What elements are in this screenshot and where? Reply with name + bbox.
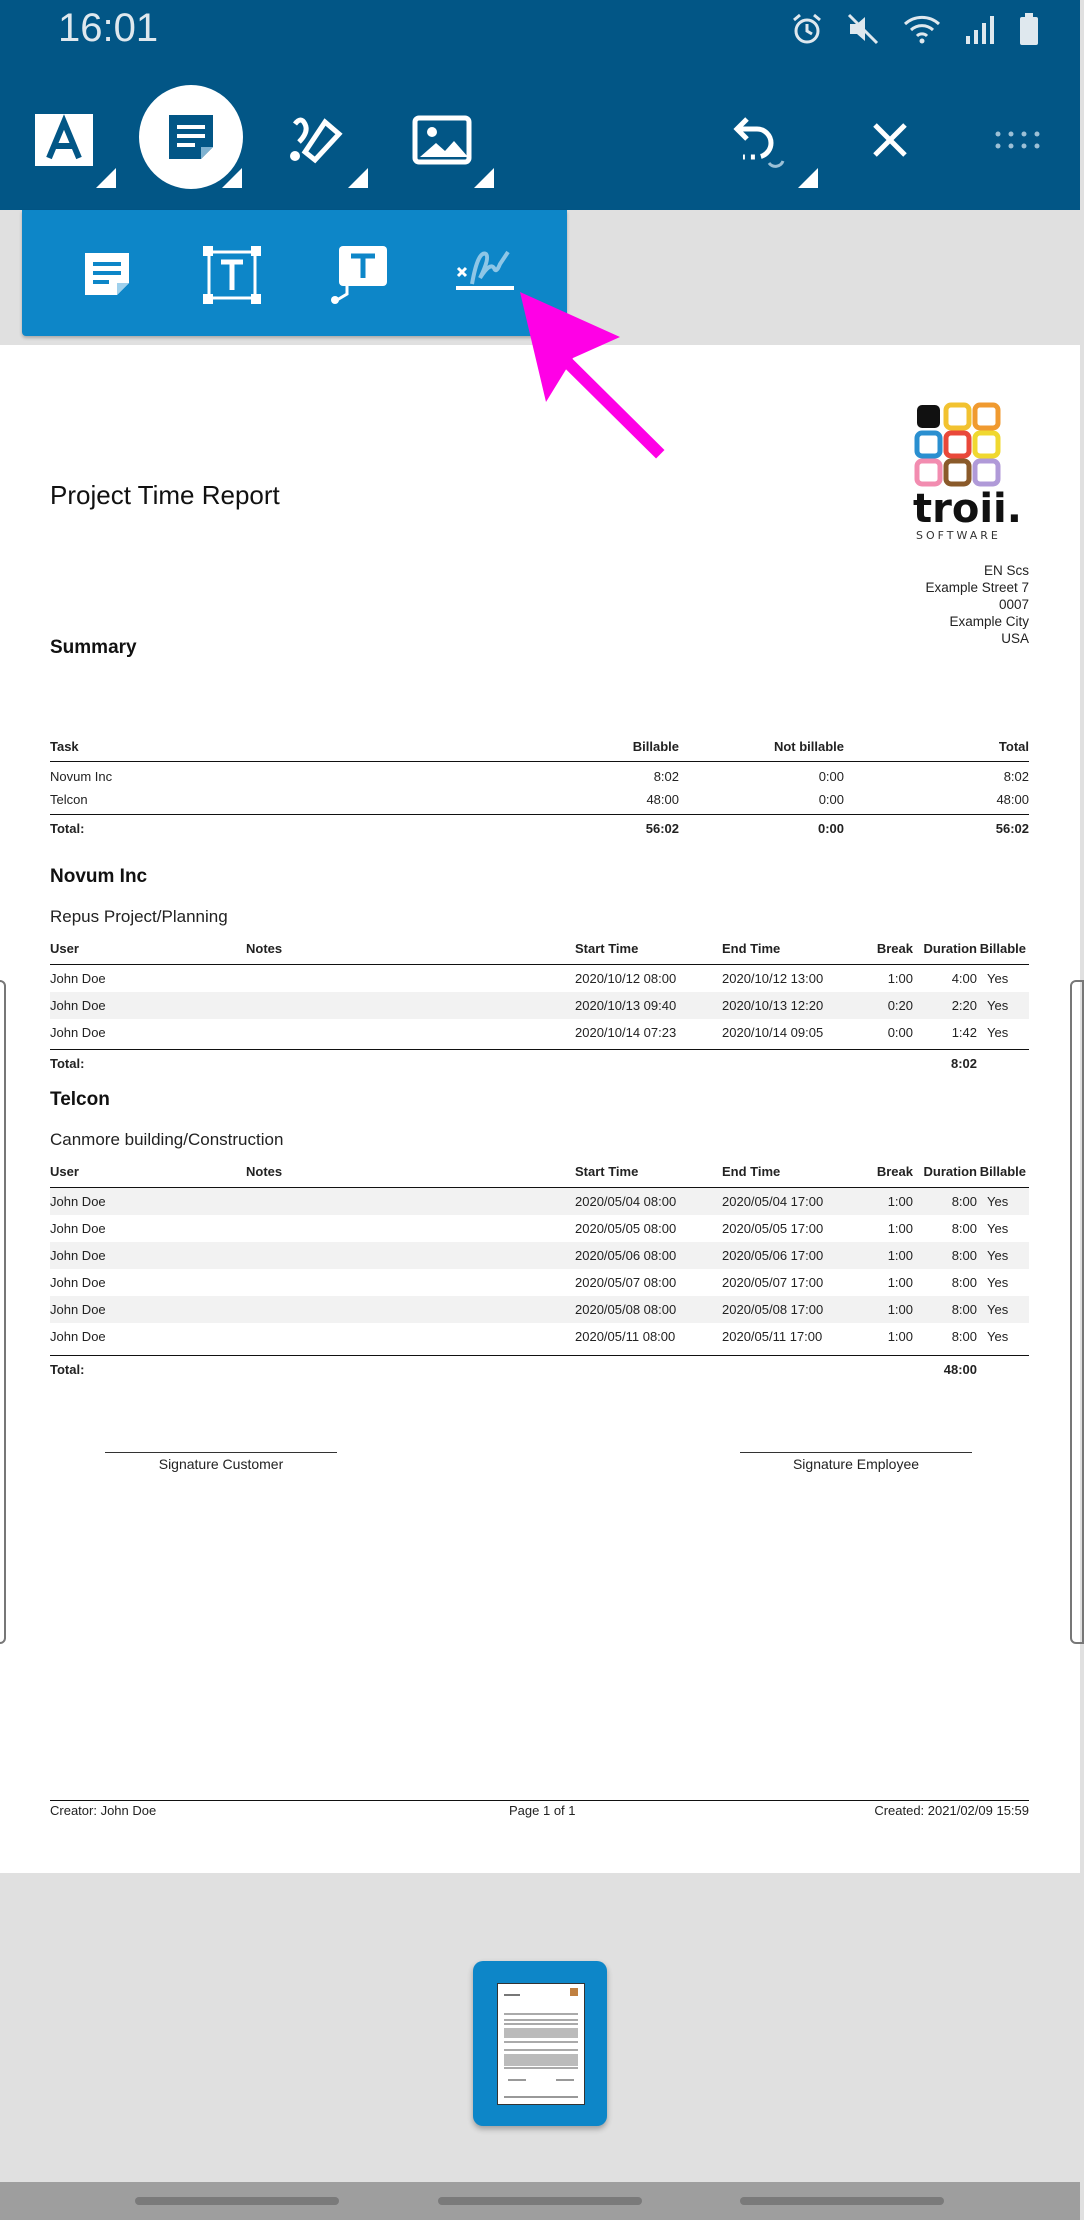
total-label: Total:	[50, 1362, 85, 1377]
cell-billable: Yes	[987, 1248, 1009, 1263]
col-user: User	[50, 1164, 79, 1179]
pointer-arrow-icon	[0, 0, 1080, 480]
cell-billable: Yes	[987, 1221, 1009, 1236]
signature-employee-label: Signature Employee	[792, 1456, 920, 1472]
cell-duration: 2:20	[951, 998, 977, 1013]
project-heading: Canmore building/Construction	[50, 1130, 284, 1149]
cell-user: John Doe	[50, 1329, 106, 1344]
cell-billable: Yes	[987, 971, 1009, 986]
col-break: Break	[876, 1164, 913, 1179]
cell-billable: Yes	[987, 998, 1009, 1013]
cell-start: 2020/05/11 08:00	[575, 1329, 676, 1344]
company-address	[925, 562, 1029, 647]
cell-total: 48:00	[996, 792, 1029, 807]
cell-end: 2020/05/11 17:00	[722, 1329, 823, 1344]
cell-end: 2020/05/07 17:00	[722, 1275, 824, 1290]
page-edge-right	[1070, 980, 1084, 1644]
time-entries-table	[50, 937, 1029, 1072]
footer-creator: Creator: John Doe	[50, 1803, 157, 1818]
cell-billable: Yes	[987, 1194, 1009, 1209]
cell-break: 1:00	[887, 1329, 913, 1344]
cell-not-billable: 0:00	[818, 792, 844, 807]
footer-created: Created: 2021/02/09 15:59	[874, 1803, 1029, 1818]
cell-end: 2020/10/12 13:00	[722, 971, 824, 986]
status-time: 16:01	[58, 6, 159, 50]
cell-break: 0:00	[887, 1025, 913, 1040]
total-duration: 8:02	[950, 1056, 977, 1071]
total-billable: 56:02	[645, 821, 679, 836]
col-duration: Duration	[923, 1164, 977, 1179]
cell-task: Novum Inc	[50, 769, 113, 784]
document-title: Project Time Report	[50, 480, 280, 510]
col-billable: Billable	[979, 1164, 1026, 1179]
col-break: Break	[876, 941, 913, 956]
cell-duration: 4:00	[951, 971, 977, 986]
table-row	[50, 965, 1029, 992]
cell-billable: Yes	[987, 1302, 1009, 1317]
nav-back-button[interactable]	[740, 2197, 944, 2205]
nav-recents-button[interactable]	[135, 2197, 339, 2205]
table-row	[50, 1188, 1029, 1215]
cell-user: John Doe	[50, 1275, 106, 1290]
table-row	[50, 1215, 1029, 1242]
summary-table	[50, 735, 1029, 845]
cell-start: 2020/05/06 08:00	[575, 1248, 677, 1263]
address-line: Example Street 7	[925, 580, 1029, 595]
system-nav-bar	[0, 2182, 1080, 2220]
cell-duration: 8:00	[951, 1221, 977, 1236]
cell-billable: 8:02	[653, 769, 679, 784]
col-billable: Billable	[979, 941, 1026, 956]
col-start: Start Time	[575, 1164, 639, 1179]
cell-end: 2020/10/13 12:20	[722, 998, 824, 1013]
time-entries-table	[50, 1160, 1029, 1380]
cell-start: 2020/05/04 08:00	[575, 1194, 677, 1209]
cell-break: 1:00	[887, 971, 913, 986]
footer-divider	[50, 1800, 1029, 1801]
logo-sub: SOFTWARE	[916, 529, 1001, 542]
cell-start: 2020/10/14 07:23	[575, 1025, 677, 1040]
cell-not-billable: 0:00	[818, 769, 844, 784]
address-line: Example City	[949, 614, 1029, 629]
cell-break: 0:20	[887, 998, 913, 1013]
total-duration: 48:00	[943, 1362, 977, 1377]
company-heading: Novum Inc	[50, 866, 148, 887]
col-billable: Billable	[632, 739, 679, 754]
page-thumbnail-preview	[497, 1983, 585, 2105]
table-header-row	[50, 937, 1029, 964]
table-row	[50, 1019, 1029, 1046]
cell-user: John Doe	[50, 998, 106, 1013]
cell-duration: 8:00	[951, 1194, 977, 1209]
col-notes: Notes	[246, 941, 283, 956]
cell-billable: 48:00	[646, 792, 679, 807]
table-row	[50, 1323, 1029, 1350]
col-start: Start Time	[575, 941, 639, 956]
address-line: EN Scs	[983, 563, 1029, 578]
cell-user: John Doe	[50, 1302, 106, 1317]
cell-duration: 8:00	[951, 1329, 977, 1344]
total-total: 56:02	[995, 821, 1029, 836]
thumbnail-doc-icon	[498, 1984, 584, 2104]
cell-start: 2020/10/12 08:00	[575, 971, 677, 986]
cell-total: 8:02	[1003, 769, 1029, 784]
project-heading: Repus Project/Planning	[50, 907, 228, 926]
cell-duration: 8:00	[951, 1275, 977, 1290]
cell-duration: 8:00	[951, 1248, 977, 1263]
section-total-row	[50, 1356, 1029, 1383]
cell-end: 2020/05/04 17:00	[722, 1194, 824, 1209]
signature-customer-label: Signature Customer	[158, 1456, 284, 1472]
page-thumbnail[interactable]	[473, 1961, 607, 2126]
table-row	[50, 1269, 1029, 1296]
cell-billable: Yes	[987, 1329, 1009, 1344]
cell-start: 2020/05/08 08:00	[575, 1302, 677, 1317]
summary-heading: Summary	[50, 637, 137, 658]
cell-break: 1:00	[887, 1194, 913, 1209]
footer-page: Page 1 of 1	[509, 1803, 576, 1818]
col-not-billable: Not billable	[773, 739, 844, 754]
col-user: User	[50, 941, 79, 956]
signature-line-customer[interactable]	[105, 1452, 337, 1453]
logo-word: troii.	[913, 486, 1022, 532]
nav-home-button[interactable]	[438, 2197, 642, 2205]
col-notes: Notes	[246, 1164, 283, 1179]
cell-user: John Doe	[50, 1248, 106, 1263]
cell-task: Telcon	[50, 792, 88, 807]
document-page	[0, 345, 1080, 1873]
col-end: End Time	[722, 941, 781, 956]
cell-start: 2020/05/05 08:00	[575, 1221, 677, 1236]
page-edge-left	[0, 980, 6, 1644]
table-row	[50, 992, 1029, 1019]
col-end: End Time	[722, 1164, 781, 1179]
total-label: Total:	[50, 1056, 85, 1071]
cell-user: John Doe	[50, 1194, 106, 1209]
summary-total-row	[50, 815, 1029, 842]
address-line: 0007	[998, 597, 1029, 612]
cell-break: 1:00	[887, 1302, 913, 1317]
col-total: Total	[998, 739, 1029, 754]
cell-duration: 8:00	[951, 1302, 977, 1317]
table-row	[50, 786, 1029, 813]
cell-billable: Yes	[987, 1025, 1009, 1040]
cell-duration: 1:42	[951, 1025, 977, 1040]
total-not-billable: 0:00	[817, 821, 844, 836]
cell-user: John Doe	[50, 1221, 106, 1236]
address-line: USA	[1001, 631, 1029, 646]
cell-end: 2020/05/05 17:00	[722, 1221, 824, 1236]
col-duration: Duration	[923, 941, 977, 956]
cell-end: 2020/05/08 17:00	[722, 1302, 824, 1317]
cell-user: John Doe	[50, 971, 106, 986]
cell-user: John Doe	[50, 1025, 106, 1040]
signature-line-employee[interactable]	[740, 1452, 972, 1453]
cell-break: 1:00	[887, 1248, 913, 1263]
table-row	[50, 1296, 1029, 1323]
total-label: Total:	[50, 821, 85, 836]
cell-break: 1:00	[887, 1275, 913, 1290]
company-heading: Telcon	[50, 1089, 110, 1110]
col-task: Task	[50, 739, 79, 754]
cell-billable: Yes	[987, 1275, 1009, 1290]
table-row	[50, 1242, 1029, 1269]
cell-end: 2020/05/06 17:00	[722, 1248, 824, 1263]
cell-start: 2020/05/07 08:00	[575, 1275, 677, 1290]
cell-start: 2020/10/13 09:40	[575, 998, 677, 1013]
summary-header-row	[50, 735, 1029, 762]
cell-break: 1:00	[887, 1221, 913, 1236]
section-total-row	[50, 1050, 1029, 1077]
cell-end: 2020/10/14 09:05	[722, 1025, 824, 1040]
table-header-row	[50, 1160, 1029, 1187]
